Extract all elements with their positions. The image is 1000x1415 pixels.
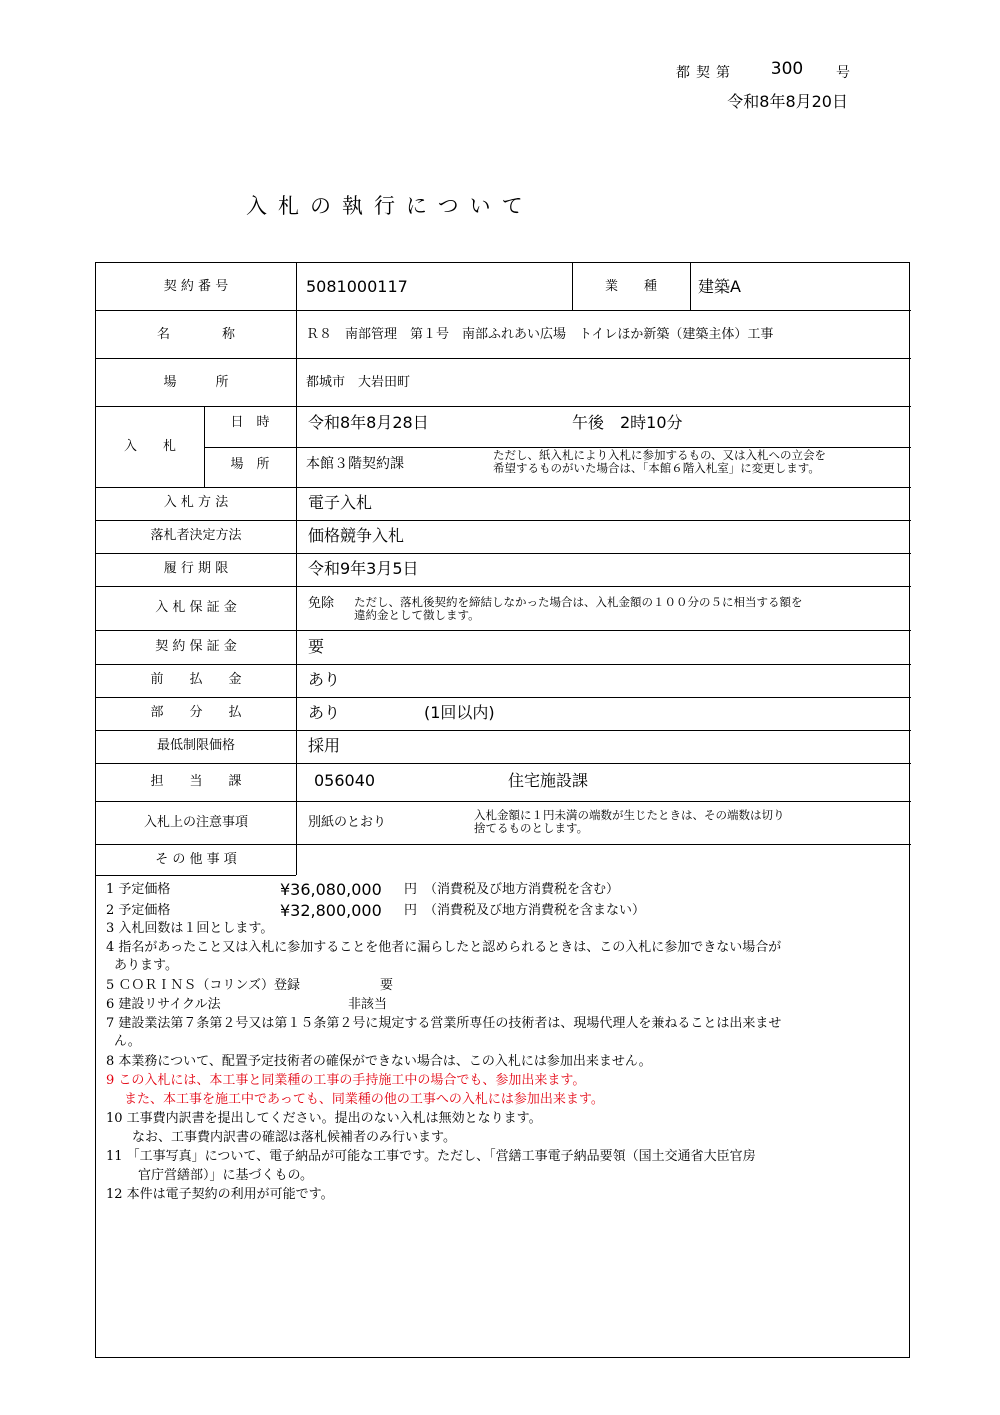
note-10-line-1: 10 工事費内訳書を提出してください。提出のない入札は無効となります。	[106, 1111, 542, 1126]
bid-bond-note-line-1: ただし、落札後契約を締結しなかった場合は、入札金額の１００分の５に相当する額を	[354, 595, 803, 609]
note-1-prefix: 1 予定価格	[106, 882, 171, 897]
note-9-line-1: 9 この入札には、本工事と同業種の工事の手持施工中の場合でも、参加出来ます。	[106, 1073, 586, 1088]
place: 都城市 大岩田町	[306, 375, 411, 390]
note-2-unit: 円	[404, 903, 418, 918]
page-title: 入札の執行について	[246, 194, 534, 218]
note-9-line-2: また、本工事を施工中であっても、同業種の他の工事への入札には参加出来ます。	[124, 1092, 604, 1107]
note-7-line-1: 7 建設業法第７条第２号又は第１５条第２号に規定する営業所専任の技術者は、現場代理人を兼ねることは出来ませ	[106, 1016, 782, 1031]
contract-bond: 要	[308, 637, 325, 656]
deadline: 令和9年3月5日	[308, 559, 419, 578]
venue-label: 場 所	[230, 457, 270, 472]
row-divider	[96, 730, 911, 731]
note-2-suffix: （消費税及び地方消費税を含まない）	[424, 903, 646, 918]
row-divider	[96, 487, 911, 488]
deadline-label: 履 行 期 限	[163, 561, 229, 576]
datetime-label: 日 時	[230, 415, 270, 430]
bid-notes-line-1: 入札金額に１円未満の端数が生じたときは、その端数は切り	[474, 808, 785, 822]
column-divider	[690, 263, 691, 310]
column-divider	[296, 263, 297, 875]
advance-payment: あり	[308, 670, 341, 689]
row-divider	[96, 801, 911, 802]
section-label: 担 当 課	[150, 774, 242, 789]
contract-number-label: 契 約 番 号	[163, 279, 229, 294]
note-4-line-2: あります。	[114, 958, 178, 973]
note-1-suffix: （消費税及び地方消費税を含む）	[424, 882, 620, 897]
bid-method-label: 入 札 方 法	[163, 495, 229, 510]
partial-payment-label: 部 分 払	[150, 705, 242, 720]
partial-payment-extra: (1回以内)	[424, 703, 495, 722]
note-8: 8 本業務について、配置予定技術者の確保ができない場合は、この入札には参加出来ません。	[106, 1054, 652, 1069]
venue-note-line-2: 希望するものがいた場合は、「本館６階入札室」に変更します。	[493, 461, 820, 475]
row-divider	[96, 520, 911, 521]
note-2-amount: ¥32,800,000	[280, 901, 382, 920]
row-divider	[96, 586, 911, 587]
winner-method: 価格競争入札	[308, 526, 405, 545]
note-6-value: 非該当	[348, 997, 388, 1012]
bid-notes-line-2: 捨てるものとします。	[474, 821, 589, 835]
contract-bond-label: 契 約 保 証 金	[155, 639, 237, 654]
note-10-line-2: なお、工事費内訳書の確認は落札候補者のみ行います。	[132, 1130, 456, 1145]
doc-number-suffix: 号	[836, 65, 850, 81]
row-divider	[96, 664, 911, 665]
doc-number: 300	[770, 59, 804, 79]
bid-time: 午後 2時10分	[572, 413, 683, 432]
bid-notes-label: 入札上の注意事項	[143, 815, 248, 830]
contract-number: 5081000117	[306, 277, 408, 296]
bid-date: 令和8年8月28日	[308, 413, 429, 432]
doc-number-label: 都契第	[676, 65, 736, 81]
section-code: 056040	[314, 771, 376, 790]
name-label: 名 称	[156, 327, 235, 342]
place-label: 場 所	[163, 375, 229, 390]
row-divider	[96, 630, 911, 631]
bid-notes: 別紙のとおり	[308, 815, 387, 830]
min-price: 採用	[308, 736, 341, 755]
min-price-label: 最低制限価格	[156, 738, 235, 753]
note-6-label: 6 建設リサイクル法	[106, 997, 221, 1012]
row-divider	[96, 358, 911, 359]
advance-payment-label: 前 払 金	[150, 672, 242, 687]
note-11-line-2: 官庁営繕部）」に基づくもの。	[138, 1168, 313, 1183]
venue-note-line-1: ただし、紙入札により入札に参加するもの、又は入札への立会を	[493, 448, 827, 462]
category-label: 業 種	[604, 279, 657, 294]
partial-payment: あり	[308, 703, 341, 722]
row-divider	[96, 406, 911, 407]
note-5-label: 5 ＣＯＲＩＮＳ（コリンズ）登録	[106, 978, 301, 993]
section-name: 住宅施設課	[508, 771, 589, 790]
note-1-unit: 円	[404, 882, 418, 897]
note-1-amount: ¥36,080,000	[280, 880, 382, 899]
row-divider	[96, 844, 911, 845]
bid-method: 電子入札	[308, 493, 373, 512]
bid-bond-note-line-2: 違約金として徴します。	[354, 608, 480, 622]
note-7-line-2: ん。	[114, 1034, 141, 1049]
row-divider	[96, 553, 911, 554]
note-4-line-1: 4 指名があったこと又は入札に参加することを他者に漏らしたと認められるときは、この入札に参加できない場合が	[106, 940, 782, 955]
bid-venue: 本館３階契約課	[306, 456, 404, 472]
project-name: Ｒ８ 南部管理 第１号 南部ふれあい広場 トイレほか新築（建築主体）工事	[306, 327, 774, 342]
note-11-line-1: 11 「工事写真」について、電子納品が可能な工事です。ただし、「営繕工事電子納品要領（国土交通省大臣官房	[106, 1149, 756, 1164]
winner-method-label: 落札者決定方法	[150, 528, 242, 543]
row-divider	[96, 697, 911, 698]
bid-bond: 免除	[308, 596, 335, 611]
row-divider	[96, 875, 296, 876]
note-12: 12 本件は電子契約の利用が可能です。	[106, 1187, 334, 1202]
note-3: 3 入札回数は１回とします。	[106, 921, 274, 936]
bid-label: 入 札	[123, 439, 176, 454]
doc-date: 令和8年8月20日	[727, 92, 848, 111]
row-divider	[96, 763, 911, 764]
row-divider	[96, 310, 911, 311]
category: 建築A	[698, 277, 741, 296]
bid-bond-label: 入 札 保 証 金	[155, 600, 237, 615]
note-2-prefix: 2 予定価格	[106, 903, 171, 918]
other-items-label: そ の 他 事 項	[155, 852, 237, 867]
note-5-value: 要	[380, 978, 394, 993]
